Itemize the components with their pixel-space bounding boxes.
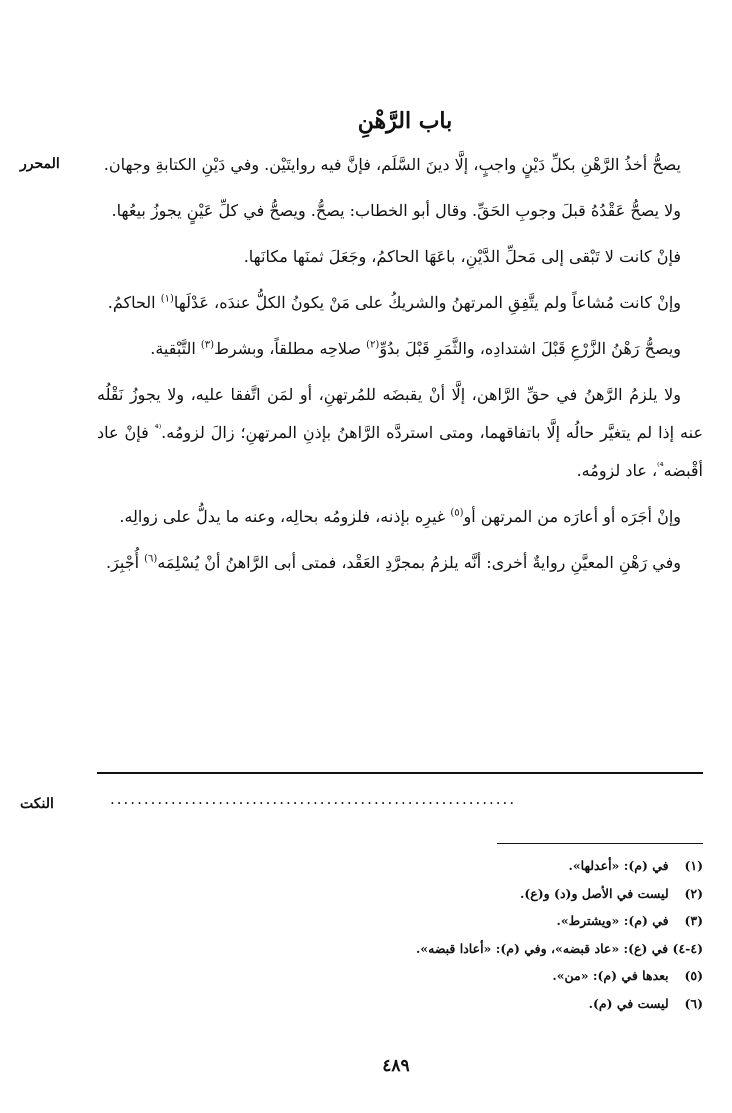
paragraph-text: التَّبْقية.: [150, 339, 201, 358]
paragraph-text: ولا يلزمُ الرَّهنُ في حقِّ الرَّاهن، إلَّا أنْ يقبضَه للمُرتهنِ، أو لمَن اتَّفقا عليه، ولا يجوزُ نَقْلُه عنه إذا لم يتغيَّر حالُه إلَّا باتفاقهما، ومتى استردَّه الرَّاهنُ بإذنِ المرتهنِ؛ زالَ لزومُه.: [97, 385, 703, 442]
footnote-marker: (٣): [200, 339, 215, 351]
margin-label-nukat: النكت: [20, 796, 54, 812]
paragraph-text: يصحُّ أخذُ الرَّهْنِ بكلِّ دَيْنٍ واجبٍ، إلَّا دينَ السَّلَم، فإنَّ فيه روايتَيْن. وفي دَيْنِ الكتابةِ وجهان.: [103, 155, 681, 174]
text-separator-rule: [97, 772, 703, 774]
paragraph: [97, 330, 703, 368]
margin-label-muharrar: المحرر: [20, 156, 60, 172]
footnote-item: [280, 935, 703, 963]
chapter-title: باب الرَّهْنِ: [357, 108, 453, 134]
footnote-marker: ⁽⁴: [154, 423, 162, 435]
notes-dotted-line: ............................................................: [110, 790, 517, 808]
footnote-text: في (ع): «عاد قبضه»، وفي (م): «أعادا قبضه».: [415, 940, 669, 956]
paragraph-text: غيرِه بإذنه، فلزومُه بحالِه، وعنه ما يدلُّ على زوالِه.: [119, 507, 451, 526]
footnote-marker: ⁴⁾: [657, 461, 664, 473]
footnote-number: (٥): [684, 968, 703, 983]
footnote-item: [280, 852, 703, 880]
footnote-marker: (١): [160, 293, 174, 305]
paragraph-text: فإنْ كانت لا تَبْقى إلى مَحلِّ الدَّيْنِ، باعَهَا الحاكمُ، وجَعَلَ ثمنَها مكانَها.: [243, 247, 681, 266]
footnote-number: (١): [684, 858, 703, 873]
paragraph-text: وإنْ أجَرَه أو أعارَه من المرتهن أو: [463, 507, 681, 526]
footnote-number: (٦): [684, 995, 703, 1011]
paragraph: [97, 146, 703, 184]
paragraph: [97, 192, 703, 230]
paragraph: [97, 238, 703, 276]
paragraph: [97, 376, 703, 490]
footnote-item: [280, 907, 703, 935]
footnote-item: [280, 990, 703, 1018]
paragraph-text: وفي رَهْنِ المعيَّنِ روايةٌ أخرى: أنَّه يلزمُ بمجرَّدِ العَقْد، فمتى أبى الرَّاهنُ أنْ يُسْلِمَه: [157, 553, 681, 572]
footnote-marker: (٥): [450, 507, 464, 519]
footnote-marker: (٢): [366, 339, 380, 351]
footnote-marker: (٦): [144, 553, 158, 565]
paragraph-text: فإنْ عاد أقْبضه: [97, 423, 703, 480]
footnote-number: (٤-٤): [672, 940, 703, 956]
footnote-item: [280, 962, 703, 990]
main-text: [97, 146, 703, 590]
page-number: ٤٨٩: [382, 1056, 410, 1076]
paragraph-text: صلاحِه مطلقاً، وبشرط: [214, 339, 367, 358]
footnote-number: (٢): [684, 885, 703, 901]
paragraph: [97, 498, 703, 536]
paragraph-text: أُجْبِرَ.: [105, 553, 145, 572]
paragraph-text: ، عاد لزومُه.: [576, 461, 658, 480]
footnote-separator-rule: [497, 843, 703, 844]
paragraph: [97, 284, 703, 322]
footnote-text: ليست في الأصل و(د) و(ع).: [520, 885, 669, 901]
paragraph-text: ولا يصحُّ عَقْدُهُ قبلَ وجوبِ الحَقِّ. وقال أبو الخطاب: يصحُّ. ويصحُّ في كلِّ عَيْنٍ يجوزُ بيعُها.: [111, 201, 681, 220]
paragraph-text: ويصحُّ رَهْنُ الزَّرْعِ قَبْلَ اشتدادِه، والثَّمَرِ قَبْلَ بدُوِّ: [379, 339, 681, 358]
footnote-text: بعدها في (م): «من».: [552, 968, 669, 983]
paragraph-text: وإنْ كانت مُشاعاً ولم يتَّفِقِ المرتهنُ والشريكُ على مَنْ يكونُ الكلُّ عندَه، عَدْلَها: [173, 293, 681, 312]
footnote-number: (٣): [684, 913, 703, 928]
footnote-text: في (م): «أعدلها».: [568, 858, 669, 873]
footnotes: [280, 852, 703, 1017]
footnote-text: في (م): «ويشترط».: [556, 913, 669, 928]
paragraph-text: الحاكمُ.: [107, 293, 161, 312]
footnote-text: ليست في (م).: [588, 995, 669, 1011]
footnote-item: [280, 880, 703, 908]
paragraph: [97, 544, 703, 582]
